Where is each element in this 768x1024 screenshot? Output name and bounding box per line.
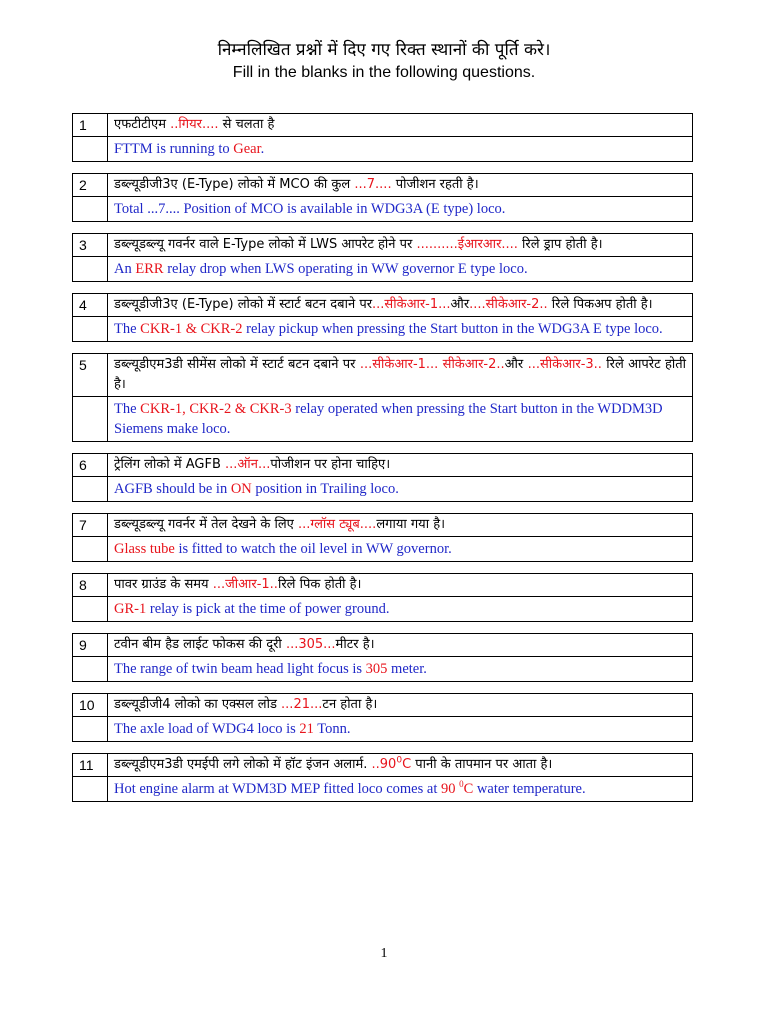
text-segment: relay pickup when pressing the Start button in the WDG3A E type loco.	[242, 321, 663, 337]
question-row-english	[73, 257, 693, 282]
text-segment: The range of twin beam head light focus is	[114, 661, 366, 677]
blank-cell	[73, 597, 108, 622]
text-segment: The axle load of WDG4 loco is	[114, 721, 300, 737]
question-row-hindi	[73, 114, 693, 137]
question-text-english	[108, 657, 693, 682]
blank-cell	[73, 477, 108, 502]
question-text-hindi	[108, 754, 693, 777]
text-segment: रिले पिक होती है।	[277, 577, 362, 592]
answer-text: ERR	[135, 261, 164, 277]
answer-text: 0	[396, 755, 403, 766]
question-number: 2	[73, 174, 108, 197]
question-table	[72, 753, 693, 802]
text-segment: रिले ड्राप होती है।	[517, 237, 603, 252]
question-row-english	[73, 537, 693, 562]
question-row-english	[73, 717, 693, 742]
answer-text: ...सीकेआर-3..	[527, 357, 602, 372]
question-row-english	[73, 477, 693, 502]
text-segment: टन होता है।	[322, 697, 378, 712]
text-segment: water temperature.	[473, 781, 586, 797]
question-text-hindi	[108, 574, 693, 597]
question-row-english	[73, 597, 693, 622]
text-segment: लगाया गया है।	[376, 517, 446, 532]
question-row-english	[73, 317, 693, 342]
question-text-english	[108, 717, 693, 742]
text-segment: डब्ल्यूडीजी4 लोको का एक्सल लोड	[114, 697, 282, 712]
question-row-hindi	[73, 694, 693, 717]
question-row-hindi	[73, 634, 693, 657]
question-text-hindi	[108, 114, 693, 137]
question-row-hindi	[73, 354, 693, 397]
text-segment: और	[450, 297, 470, 312]
question-table	[72, 513, 693, 562]
question-text-hindi	[108, 294, 693, 317]
question-row-hindi	[73, 754, 693, 777]
question-text-english	[108, 777, 693, 802]
answer-text: ..गियर....	[170, 117, 219, 132]
question-text-hindi	[108, 454, 693, 477]
question-table	[72, 453, 693, 502]
text-segment: Total ...7.... Position of MCO is available in WDG3A (E type) loco.	[114, 201, 506, 217]
text-segment: पोजीशन रहती है।	[391, 177, 479, 192]
question-table	[72, 693, 693, 742]
text-segment: .	[260, 141, 265, 157]
text-segment: और	[504, 357, 528, 372]
text-segment: The	[114, 321, 141, 337]
text-segment: position in Trailing loco.	[251, 481, 399, 497]
answer-text: ....सीकेआर-2..	[469, 297, 548, 312]
text-segment: relay drop when LWS operating in WW governor E type loco.	[163, 261, 528, 277]
question-text-hindi	[108, 174, 693, 197]
text-segment: से चलता है	[218, 117, 275, 132]
question-list	[72, 113, 693, 813]
question-row-hindi	[73, 574, 693, 597]
question-text-english	[108, 477, 693, 502]
blank-cell	[73, 257, 108, 282]
question-table	[72, 113, 693, 162]
answer-text: ...सीकेआर-1...	[372, 297, 451, 312]
text-segment: An	[114, 261, 136, 277]
text-segment: पोजीशन पर होना चाहिए।	[270, 457, 391, 472]
answer-text: GR-1	[114, 601, 147, 617]
text-segment: मीटर है।	[335, 637, 375, 652]
question-number: 9	[73, 634, 108, 657]
question-row-english	[73, 197, 693, 222]
question-row-english	[73, 777, 693, 802]
question-text-hindi	[108, 234, 693, 257]
question-number: 5	[73, 354, 108, 397]
question-text-english	[108, 137, 693, 162]
question-table	[72, 633, 693, 682]
text-segment: डब्ल्यूडीजी3ए (E-Type) लोको में स्टार्ट बटन दबाने पर	[114, 297, 373, 312]
blank-cell	[73, 537, 108, 562]
question-table	[72, 173, 693, 222]
question-number: 10	[73, 694, 108, 717]
title-english: Fill in the blanks in the following questions.	[232, 64, 536, 81]
question-row-english	[73, 657, 693, 682]
question-text-english	[108, 597, 693, 622]
question-text-hindi	[108, 694, 693, 717]
answer-text: ...7....	[354, 177, 392, 192]
answer-text: 90	[440, 781, 460, 797]
page-number: 1	[380, 946, 388, 961]
text-segment: डब्ल्यूडब्ल्यू गवर्नर में तेल देखने के लिए	[114, 517, 299, 532]
text-segment: relay operated when pressing the Start button in the WDDM3D Siemens make loco.	[114, 401, 663, 437]
answer-text: ...ग्लॉस ट्यूब....	[298, 517, 377, 532]
question-table	[72, 293, 693, 342]
text-segment: Tonn.	[313, 721, 351, 737]
blank-cell	[73, 717, 108, 742]
question-row-english	[73, 397, 693, 442]
question-text-english	[108, 257, 693, 282]
question-number: 8	[73, 574, 108, 597]
text-segment: The	[114, 401, 141, 417]
blank-cell	[73, 137, 108, 162]
answer-text: CKR-1, CKR-2 & CKR-3	[140, 401, 292, 417]
answer-text: सीकेआर-2..	[442, 357, 505, 372]
answer-text: ..90	[371, 757, 397, 772]
answer-text: C	[402, 757, 412, 772]
text-segment: एफटीटीएम	[114, 117, 171, 132]
question-table	[72, 233, 693, 282]
answer-text: ON	[230, 481, 252, 497]
text-segment: is fitted to watch the oil level in WW governor.	[174, 541, 452, 557]
text-segment: टवीन बीम हैड लाईट फोकस की दूरी	[114, 637, 286, 652]
blank-cell	[73, 777, 108, 802]
question-text-english	[108, 397, 693, 442]
question-number: 7	[73, 514, 108, 537]
question-row-hindi	[73, 514, 693, 537]
question-number: 3	[73, 234, 108, 257]
text-segment: ट्रेलिंग लोको में AGFB	[114, 457, 226, 472]
question-text-english	[108, 197, 693, 222]
question-row-hindi	[73, 294, 693, 317]
question-number: 4	[73, 294, 108, 317]
text-segment: relay is pick at the time of power ground.	[146, 601, 390, 617]
answer-text: ..........ईआरआर....	[416, 237, 518, 252]
text-segment: रिले आपरेट होती है।	[114, 357, 687, 392]
text-segment: डब्ल्यूडीएम3डी सीमेंस लोको में स्टार्ट बटन दबाने पर	[114, 357, 360, 372]
question-text-english	[108, 537, 693, 562]
question-row-hindi	[73, 454, 693, 477]
answer-text: ...सीकेआर-1...	[359, 357, 439, 372]
answer-text: 305	[365, 661, 388, 677]
text-segment: Hot engine alarm at WDM3D MEP fitted loco comes at	[114, 781, 441, 797]
question-text-english	[108, 317, 693, 342]
text-segment: पावर ग्राउंड के समय	[114, 577, 213, 592]
question-text-hindi	[108, 514, 693, 537]
text-segment: AGFB should be in	[114, 481, 231, 497]
answer-text: 21	[299, 721, 314, 737]
blank-cell	[73, 317, 108, 342]
question-row-hindi	[73, 234, 693, 257]
answer-text: C	[463, 781, 474, 797]
question-row-hindi	[73, 174, 693, 197]
question-text-hindi	[108, 354, 693, 397]
page-header	[0, 38, 768, 84]
title-hindi: निम्नलिखित प्रश्नों में दिए गए रिक्त स्थानों की पूर्ति करे।	[217, 40, 551, 60]
answer-text: ...जीआर-1..	[212, 577, 278, 592]
text-segment: डब्ल्यूडब्ल्यू गवर्नर वाले E-Type लोको में LWS आपरेट होने पर	[114, 237, 417, 252]
text-segment: डब्ल्यूडीएम3डी एमईपी लगे लोको में हॉट इंजन अलार्म.	[114, 757, 372, 772]
question-number: 11	[73, 754, 108, 777]
blank-cell	[73, 197, 108, 222]
text-segment: FTTM is running to	[114, 141, 234, 157]
question-number: 6	[73, 454, 108, 477]
answer-text: ...21...	[281, 697, 323, 712]
question-table	[72, 353, 693, 442]
text-segment: रिले पिकअप होती है।	[547, 297, 653, 312]
text-segment: डब्ल्यूडीजी3ए (E-Type) लोको में MCO की कुल	[114, 177, 355, 192]
text-segment: meter.	[387, 661, 427, 677]
answer-text: Glass tube	[114, 541, 175, 557]
question-number: 1	[73, 114, 108, 137]
answer-text: CKR-1 & CKR-2	[140, 321, 243, 337]
answer-text: ...ऑन...	[225, 457, 271, 472]
answer-text: Gear	[233, 141, 261, 157]
text-segment: पानी के तापमान पर आता है।	[411, 757, 553, 772]
answer-text: 0	[459, 779, 464, 790]
blank-cell	[73, 397, 108, 442]
question-row-english	[73, 137, 693, 162]
blank-cell	[73, 657, 108, 682]
question-table	[72, 573, 693, 622]
answer-text: ...305...	[285, 637, 336, 652]
question-text-hindi	[108, 634, 693, 657]
